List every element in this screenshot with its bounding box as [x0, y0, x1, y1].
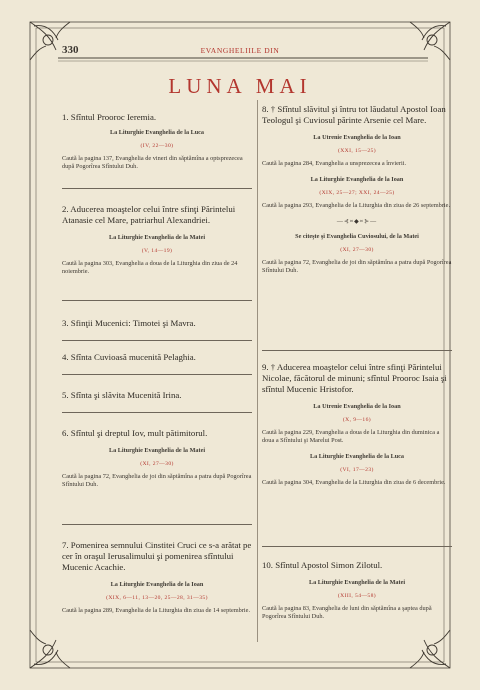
page-number: 330: [62, 44, 79, 56]
entry-may-6: [62, 428, 252, 489]
liturgy-label: La Liturghie Evanghelia de la Luca: [309, 453, 405, 460]
entry-body: Caută la pagina 83, Evanghelia de luni din săptămîna a şaptea după Pogorîrea Sfîntului Duh.: [262, 605, 432, 620]
entry-body: Caută la pagina 72, Evanghelia de joi din săptămîna a patra după Pogorîrea Sfîntului Duh.: [62, 473, 252, 488]
entry-may-4: [62, 352, 252, 363]
entry-heading: 7. Pomenirea semnului Cinstitei Cruci ce s-a arătat pe cer în oraşul Ierusalimului şi pomenirea sfîntului Mucenic Acachie.: [62, 540, 252, 572]
month-title: LUNA MAI: [168, 74, 312, 98]
entry-body: Caută la pagina 293, Evanghelia de la Liturghia din ziua de 26 septembrie.: [262, 202, 451, 209]
entry-body: Caută la pagina 304, Evanghelia de la Liturghia din ziua de 6 decembrie.: [262, 479, 446, 486]
entry-may-10: [262, 560, 452, 621]
liturgy-label: La Liturghie Evanghelia de la Ioan: [110, 581, 204, 588]
entry-body: Caută la pagina 303, Evanghelia a doua de la Liturghia din ziua de 24 noiembrie.: [62, 260, 238, 275]
entry-body: Caută la pagina 137, Evanghelia de vineri din săptămîna a optsprezecea după Pogorîrea Sfîntului Duh.: [62, 155, 243, 170]
gospel-reference: (XI, 27—30): [140, 461, 174, 467]
gospel-reference: (XIX, 6—11, 13—20, 25—28, 31—35): [106, 595, 208, 601]
section-rule: [62, 340, 252, 341]
gospel-reference: (XIX, 25—27; XXI, 24—25): [319, 190, 395, 196]
entry-heading: 5. Sfînta şi slăvita Mucenită Irina.: [62, 390, 182, 400]
utrenie-label: La Utrenie Evanghelia de la Ioan: [313, 134, 401, 141]
entry-may-1: [62, 112, 252, 171]
entry-heading: 1. Sfîntul Prooroc Ieremia.: [62, 112, 157, 122]
entry-may-7: [62, 540, 252, 615]
entry-may-8: [262, 104, 452, 275]
extra-reading-label: Se citeşte şi Evanghelia Cuviosului, de la Matei: [295, 233, 419, 240]
section-rule: [62, 524, 252, 525]
utrenie-body: Caută la pagina 284, Evanghelia a unsprezecea a învierii.: [262, 160, 407, 167]
entry-heading: 8. † Sfîntul slăvitul şi întru tot lăudatul Apostol Ioan Teologul şi Cuviosul părinte Arsenie cel Mare.: [262, 104, 446, 125]
entry-may-5: [62, 390, 252, 401]
entry-body: Caută la pagina 289, Evanghelia de la Liturghia din ziua de 14 septembrie.: [62, 607, 251, 614]
liturgy-label: La Liturghie Evanghelia de la Luca: [109, 129, 205, 136]
liturgy-label: La Liturghie Evanghelia de la Matei: [108, 234, 206, 241]
entry-heading: 10. Sfîntul Apostol Simon Zilotul.: [262, 560, 383, 570]
utrenie-label: La Utrenie Evanghelia de la Ioan: [313, 403, 401, 410]
entry-heading: 9. † Aducerea moaştelor celui între sfinţi Părintelui Nicolae, făcătorul de minuni; sfîntul Prooroc Isaia şi sfîntul Mucenic Hristofor.: [262, 362, 447, 394]
section-rule: [62, 374, 252, 375]
entry-may-9: [262, 362, 452, 487]
section-rule: [62, 188, 252, 189]
liturgy-label: La Liturghie Evanghelia de la Matei: [308, 579, 406, 586]
utrenie-reference: (X, 9—16): [342, 417, 372, 423]
entry-heading: 2. Aducerea moaştelor celui între sfinţi Părintelui Atanasie cel Mare, patriarhul Alexandriei.: [62, 204, 236, 225]
entry-may-3: [62, 318, 252, 329]
extra-reading-body: Caută la pagina 72, Evanghelia de joi din săptămîna a patra după Pogorîrea Sfîntului Duh.: [262, 259, 452, 274]
section-rule: [62, 412, 252, 413]
entry-may-2: [62, 204, 252, 276]
column-divider: [257, 100, 258, 642]
gospel-reference: (XIII, 54—58): [337, 593, 377, 599]
section-rule: [62, 300, 252, 301]
section-rule: [262, 350, 452, 351]
utrenie-reference: (XXI, 15—25): [337, 148, 377, 154]
gospel-reference: (V, 14—19): [141, 248, 173, 254]
liturgy-label: La Liturghie Evanghelia de la Ioan: [310, 176, 404, 183]
gospel-reference: (IV, 22—30): [140, 143, 174, 149]
liturgy-label: La Liturghie Evanghelia de la Matei: [108, 447, 206, 454]
section-rule: [262, 546, 452, 547]
gospel-reference: (VI, 17—23): [340, 467, 374, 473]
entry-heading: 4. Sfînta Cuvioasă mucenită Pelaghia.: [62, 352, 196, 362]
entry-heading: 3. Sfinţii Mucenici: Timotei şi Mavra.: [62, 318, 196, 328]
utrenie-body: Caută la pagina 229, Evanghelia a doua de la Liturghia din duminica a doua a Sfîntului şi Marelui Post.: [262, 429, 440, 444]
entry-heading: 6. Sfîntul şi dreptul Iov, mult pătimitorul.: [62, 428, 208, 438]
running-title: EVANGHELIILE DIN: [200, 46, 280, 55]
extra-reading-reference: (XI, 27—30): [340, 247, 374, 253]
decorative-ornament: —⊰≈◆≈⊱—: [336, 219, 378, 225]
